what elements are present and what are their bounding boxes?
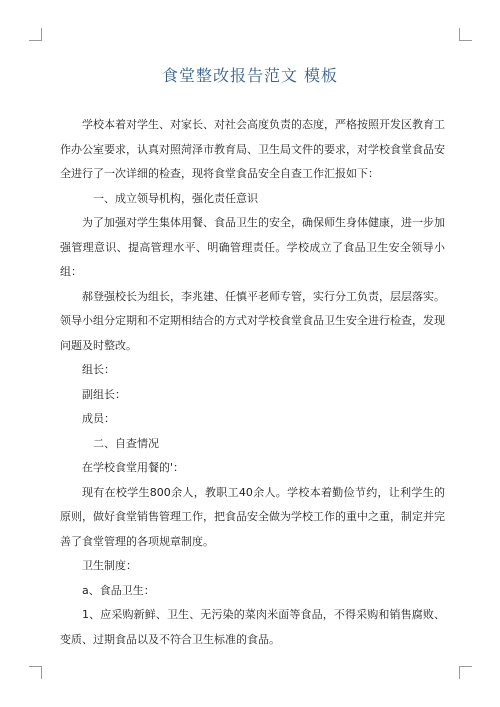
- section-heading-1: 一、成立领导机构，强化责任意识: [93, 191, 258, 205]
- food-hygiene-label: a、食品卫生：: [82, 583, 155, 597]
- body-paragraph: 为了加强对学生集体用餐、食品卫生的安全，确保师生身体健康，进一步加强管理意识、提高管理水平、明确管理责任。学校成立了食品卫生安全领导小组：: [60, 216, 445, 278]
- members-label: 成员：: [82, 412, 115, 425]
- body-paragraph: 在学校食堂用餐的'：: [82, 461, 185, 474]
- crop-mark-top-right: [459, 28, 472, 41]
- crop-mark-bottom-right: [459, 666, 472, 679]
- crop-mark-bottom-left: [29, 666, 42, 679]
- document-body: [60, 113, 445, 652]
- crop-mark-top-left: [29, 28, 42, 41]
- group-leader-label: 组长：: [82, 363, 115, 376]
- body-paragraph: 郝登强校长为组长，李兆建、任慎平老师专管，实行分工负责，层层落实。领导小组分定期和不定期相结合的方式对学校食堂食品卫生安全进行检查，发现问题及时整改。: [60, 289, 445, 352]
- body-paragraph: 1、应采购新鲜、卫生、无污染的菜肉米面等食品，不得采购和销售腐败、变质、过期食品以及不符合卫生标准的食品。: [60, 608, 445, 646]
- hygiene-system-label: 卫生制度：: [82, 559, 137, 572]
- deputy-leader-label: 副组长：: [82, 387, 126, 401]
- body-paragraph: 现有在校学生800余人，教职工40余人。学校本着勤俭节约，让利学生的原则，做好食堂销售管理工作，把食品安全做为学校工作的重中之重，制定并完善了食堂管理的各项规章制度。: [60, 485, 445, 548]
- section-heading-2: 二、自查情况: [93, 436, 159, 450]
- document-title: 食堂整改报告范文 模板: [161, 66, 339, 85]
- intro-paragraph: 学校本着对学生、对家长、对社会高度负责的态度，严格按照开发区教育工作办公室要求，认真对照菏泽市教育局、卫生局文件的要求，对学校食堂食品安全进行了一次详细的检查，现将食堂食品安全自查工作汇报如下：: [60, 118, 445, 180]
